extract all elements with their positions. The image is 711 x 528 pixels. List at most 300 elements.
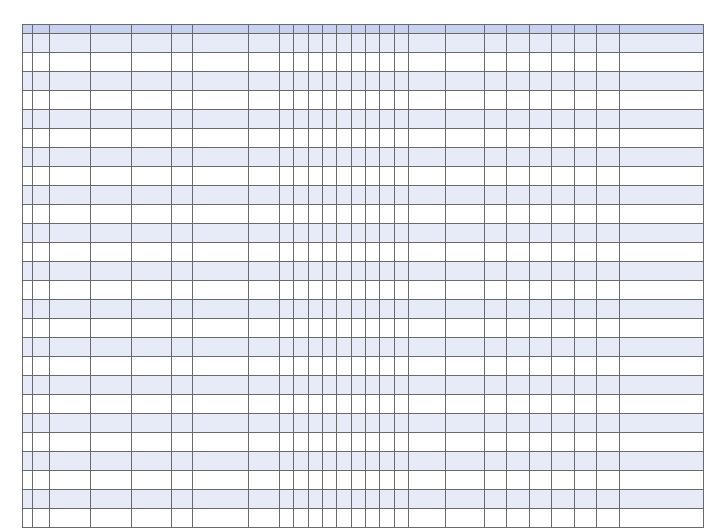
table-cell — [351, 224, 365, 243]
table-cell — [574, 319, 597, 338]
table-cell — [394, 205, 408, 224]
table-cell — [445, 262, 484, 281]
table-cell — [351, 509, 365, 528]
table-cell — [380, 91, 394, 110]
row-group-cell — [23, 91, 33, 110]
header-cell — [249, 25, 280, 34]
grade-link[interactable] — [33, 338, 49, 357]
table-cell — [552, 91, 575, 110]
table-cell — [619, 300, 703, 319]
table-cell — [394, 72, 408, 91]
table-cell — [574, 395, 597, 414]
table-cell — [507, 110, 530, 129]
table-cell — [249, 509, 280, 528]
table-cell — [49, 91, 90, 110]
table-cell — [49, 509, 90, 528]
table-cell — [192, 262, 248, 281]
table-cell — [619, 509, 703, 528]
table-cell — [49, 34, 90, 53]
table-cell — [308, 490, 322, 509]
table-cell — [380, 110, 394, 129]
row-group-cell — [23, 110, 33, 129]
grade-link[interactable] — [33, 300, 49, 319]
header-cell — [619, 25, 703, 34]
table-cell — [394, 53, 408, 72]
table-cell — [365, 129, 379, 148]
header-cell — [408, 25, 445, 34]
grade-link[interactable] — [33, 452, 49, 471]
table-cell — [308, 167, 322, 186]
table-cell — [192, 471, 248, 490]
table-cell — [131, 300, 172, 319]
table-cell — [172, 72, 192, 91]
table-cell — [308, 186, 322, 205]
table-row — [23, 167, 704, 186]
table-cell — [529, 300, 552, 319]
table-cell — [337, 34, 351, 53]
table-cell — [308, 53, 322, 72]
table-cell — [249, 471, 280, 490]
table-cell — [172, 509, 192, 528]
table-cell — [90, 224, 131, 243]
table-cell — [322, 414, 336, 433]
table-cell — [249, 357, 280, 376]
table-cell — [308, 414, 322, 433]
row-group-cell — [23, 452, 33, 471]
grade-link[interactable] — [33, 205, 49, 224]
header-cell — [322, 25, 336, 34]
row-group-cell — [23, 300, 33, 319]
table-cell — [552, 262, 575, 281]
table-row — [23, 72, 704, 91]
table-cell — [552, 452, 575, 471]
table-cell — [529, 357, 552, 376]
table-cell — [445, 509, 484, 528]
table-cell — [529, 224, 552, 243]
table-cell — [574, 53, 597, 72]
table-cell — [574, 490, 597, 509]
header-cell — [574, 25, 597, 34]
table-cell — [172, 243, 192, 262]
table-cell — [337, 91, 351, 110]
grade-link[interactable] — [33, 509, 49, 528]
table-cell — [445, 395, 484, 414]
table-cell — [294, 376, 308, 395]
table-cell — [322, 205, 336, 224]
table-cell — [597, 72, 620, 91]
table-cell — [322, 300, 336, 319]
table-cell — [529, 509, 552, 528]
table-cell — [49, 110, 90, 129]
table-cell — [322, 490, 336, 509]
table-cell — [529, 414, 552, 433]
table-cell — [597, 509, 620, 528]
table-cell — [131, 148, 172, 167]
table-cell — [294, 72, 308, 91]
table-cell — [507, 414, 530, 433]
table-cell — [507, 262, 530, 281]
table-cell — [619, 53, 703, 72]
table-cell — [574, 262, 597, 281]
table-cell — [529, 148, 552, 167]
table-cell — [308, 300, 322, 319]
table-cell — [49, 338, 90, 357]
table-cell — [445, 319, 484, 338]
table-cell — [552, 224, 575, 243]
table-row — [23, 243, 704, 262]
table-cell — [131, 53, 172, 72]
grade-link[interactable] — [33, 414, 49, 433]
table-cell — [49, 262, 90, 281]
table-cell — [484, 224, 507, 243]
materials-table — [22, 24, 704, 528]
table-cell — [351, 262, 365, 281]
table-cell — [552, 414, 575, 433]
table-cell — [294, 338, 308, 357]
grade-link[interactable] — [33, 34, 49, 53]
table-row — [23, 414, 704, 433]
table-cell — [294, 509, 308, 528]
table-cell — [337, 148, 351, 167]
table-cell — [484, 148, 507, 167]
table-cell — [192, 338, 248, 357]
grade-link[interactable] — [33, 148, 49, 167]
table-cell — [90, 129, 131, 148]
table-cell — [365, 281, 379, 300]
table-cell — [322, 395, 336, 414]
table-cell — [172, 395, 192, 414]
table-cell — [619, 376, 703, 395]
table-cell — [619, 262, 703, 281]
table-cell — [408, 129, 445, 148]
table-title — [22, 10, 704, 24]
table-cell — [380, 34, 394, 53]
table-cell — [172, 490, 192, 509]
row-group-cell — [23, 129, 33, 148]
table-cell — [445, 433, 484, 452]
table-cell — [49, 414, 90, 433]
table-cell — [192, 452, 248, 471]
grade-link[interactable] — [33, 224, 49, 243]
table-cell — [597, 357, 620, 376]
table-cell — [249, 319, 280, 338]
table-cell — [308, 357, 322, 376]
table-cell — [49, 300, 90, 319]
table-cell — [294, 319, 308, 338]
table-cell — [507, 300, 530, 319]
table-cell — [192, 414, 248, 433]
grade-link[interactable] — [33, 281, 49, 300]
table-cell — [351, 205, 365, 224]
table-cell — [322, 509, 336, 528]
table-cell — [279, 357, 293, 376]
table-cell — [394, 110, 408, 129]
row-group-cell — [23, 72, 33, 91]
grade-link[interactable] — [33, 262, 49, 281]
table-cell — [322, 167, 336, 186]
table-cell — [337, 414, 351, 433]
table-cell — [308, 319, 322, 338]
table-cell — [507, 357, 530, 376]
table-cell — [365, 205, 379, 224]
table-cell — [279, 224, 293, 243]
table-cell — [574, 224, 597, 243]
table-cell — [365, 110, 379, 129]
table-cell — [484, 243, 507, 262]
grade-link[interactable] — [33, 319, 49, 338]
table-cell — [619, 72, 703, 91]
table-cell — [279, 414, 293, 433]
table-cell — [279, 243, 293, 262]
table-cell — [529, 205, 552, 224]
table-cell — [507, 490, 530, 509]
table-cell — [597, 148, 620, 167]
table-cell — [408, 243, 445, 262]
table-cell — [49, 471, 90, 490]
table-cell — [597, 34, 620, 53]
table-cell — [337, 72, 351, 91]
table-cell — [308, 91, 322, 110]
table-cell — [597, 376, 620, 395]
table-cell — [574, 91, 597, 110]
table-cell — [445, 110, 484, 129]
table-cell — [394, 34, 408, 53]
table-cell — [445, 205, 484, 224]
table-cell — [192, 91, 248, 110]
table-cell — [279, 452, 293, 471]
table-cell — [597, 224, 620, 243]
row-group-cell — [23, 167, 33, 186]
table-cell — [408, 72, 445, 91]
table-cell — [337, 281, 351, 300]
table-cell — [131, 224, 172, 243]
table-cell — [445, 148, 484, 167]
table-cell — [408, 300, 445, 319]
table-cell — [394, 319, 408, 338]
table-cell — [249, 262, 280, 281]
table-cell — [394, 129, 408, 148]
table-row — [23, 357, 704, 376]
table-cell — [308, 205, 322, 224]
table-cell — [552, 72, 575, 91]
table-cell — [380, 148, 394, 167]
table-cell — [365, 452, 379, 471]
table-cell — [172, 433, 192, 452]
table-cell — [529, 91, 552, 110]
grade-link[interactable] — [33, 471, 49, 490]
table-cell — [322, 34, 336, 53]
table-cell — [574, 414, 597, 433]
table-cell — [322, 281, 336, 300]
table-cell — [552, 319, 575, 338]
table-cell — [351, 167, 365, 186]
table-cell — [337, 319, 351, 338]
table-cell — [574, 471, 597, 490]
table-cell — [294, 262, 308, 281]
table-cell — [90, 186, 131, 205]
table-cell — [294, 53, 308, 72]
table-cell — [394, 452, 408, 471]
header-cell — [49, 25, 90, 34]
row-group-cell — [23, 357, 33, 376]
grade-link[interactable] — [33, 433, 49, 452]
table-cell — [294, 129, 308, 148]
table-row — [23, 376, 704, 395]
table-cell — [279, 167, 293, 186]
table-cell — [322, 243, 336, 262]
table-cell — [322, 53, 336, 72]
table-cell — [574, 186, 597, 205]
table-cell — [49, 395, 90, 414]
table-cell — [322, 129, 336, 148]
table-cell — [294, 224, 308, 243]
table-cell — [90, 167, 131, 186]
table-cell — [380, 167, 394, 186]
table-cell — [351, 129, 365, 148]
table-cell — [445, 357, 484, 376]
table-cell — [351, 53, 365, 72]
table-cell — [90, 433, 131, 452]
table-cell — [507, 395, 530, 414]
table-cell — [394, 357, 408, 376]
table-cell — [619, 490, 703, 509]
table-cell — [337, 262, 351, 281]
table-cell — [351, 452, 365, 471]
table-cell — [380, 319, 394, 338]
table-cell — [394, 91, 408, 110]
table-cell — [365, 224, 379, 243]
table-cell — [552, 129, 575, 148]
table-cell — [408, 148, 445, 167]
table-cell — [619, 148, 703, 167]
table-cell — [574, 281, 597, 300]
table-cell — [249, 148, 280, 167]
table-cell — [529, 186, 552, 205]
header-cell — [308, 25, 322, 34]
table-cell — [484, 490, 507, 509]
table-cell — [322, 338, 336, 357]
table-cell — [445, 376, 484, 395]
table-cell — [380, 205, 394, 224]
table-cell — [249, 91, 280, 110]
grade-link[interactable] — [33, 243, 49, 262]
table-cell — [507, 338, 530, 357]
table-cell — [279, 395, 293, 414]
table-cell — [507, 471, 530, 490]
table-cell — [322, 72, 336, 91]
table-cell — [192, 129, 248, 148]
table-cell — [49, 205, 90, 224]
table-cell — [294, 148, 308, 167]
table-cell — [445, 186, 484, 205]
row-group-cell — [23, 224, 33, 243]
table-cell — [394, 509, 408, 528]
table-cell — [172, 471, 192, 490]
table-cell — [131, 509, 172, 528]
table-cell — [322, 110, 336, 129]
table-row — [23, 490, 704, 509]
table-cell — [574, 300, 597, 319]
grade-link[interactable] — [33, 167, 49, 186]
table-cell — [619, 110, 703, 129]
table-cell — [529, 395, 552, 414]
table-cell — [337, 357, 351, 376]
header-cell — [394, 25, 408, 34]
table-cell — [380, 262, 394, 281]
table-cell — [619, 281, 703, 300]
table-cell — [279, 148, 293, 167]
table-cell — [49, 186, 90, 205]
header-cell — [294, 25, 308, 34]
grade-link[interactable] — [33, 395, 49, 414]
table-cell — [90, 205, 131, 224]
table-cell — [507, 205, 530, 224]
grade-link[interactable] — [33, 91, 49, 110]
table-cell — [394, 243, 408, 262]
grade-link[interactable] — [33, 490, 49, 509]
table-cell — [308, 433, 322, 452]
table-cell — [597, 167, 620, 186]
table-cell — [351, 376, 365, 395]
table-row — [23, 129, 704, 148]
table-cell — [351, 243, 365, 262]
table-cell — [408, 338, 445, 357]
table-cell — [351, 357, 365, 376]
grade-link[interactable] — [33, 129, 49, 148]
table-row — [23, 186, 704, 205]
table-cell — [619, 471, 703, 490]
table-cell — [308, 262, 322, 281]
table-cell — [380, 395, 394, 414]
table-cell — [294, 414, 308, 433]
grade-link[interactable] — [33, 357, 49, 376]
table-cell — [507, 376, 530, 395]
table-cell — [279, 72, 293, 91]
table-cell — [279, 281, 293, 300]
table-row — [23, 224, 704, 243]
header-cell — [90, 25, 131, 34]
table-cell — [365, 186, 379, 205]
table-cell — [351, 300, 365, 319]
grade-link[interactable] — [33, 376, 49, 395]
table-cell — [337, 129, 351, 148]
table-cell — [365, 414, 379, 433]
table-cell — [294, 91, 308, 110]
grade-link[interactable] — [33, 110, 49, 129]
table-cell — [484, 129, 507, 148]
table-cell — [408, 91, 445, 110]
table-cell — [597, 53, 620, 72]
table-cell — [365, 357, 379, 376]
table-cell — [49, 319, 90, 338]
row-group-cell — [23, 186, 33, 205]
grade-link[interactable] — [33, 53, 49, 72]
table-cell — [322, 148, 336, 167]
grade-link[interactable] — [33, 72, 49, 91]
table-cell — [90, 395, 131, 414]
header-cell — [445, 25, 484, 34]
table-cell — [249, 395, 280, 414]
table-cell — [408, 110, 445, 129]
table-cell — [172, 300, 192, 319]
table-cell — [408, 452, 445, 471]
table-cell — [90, 490, 131, 509]
table-cell — [394, 395, 408, 414]
table-cell — [574, 129, 597, 148]
table-cell — [574, 243, 597, 262]
table-cell — [351, 186, 365, 205]
grade-link[interactable] — [33, 186, 49, 205]
